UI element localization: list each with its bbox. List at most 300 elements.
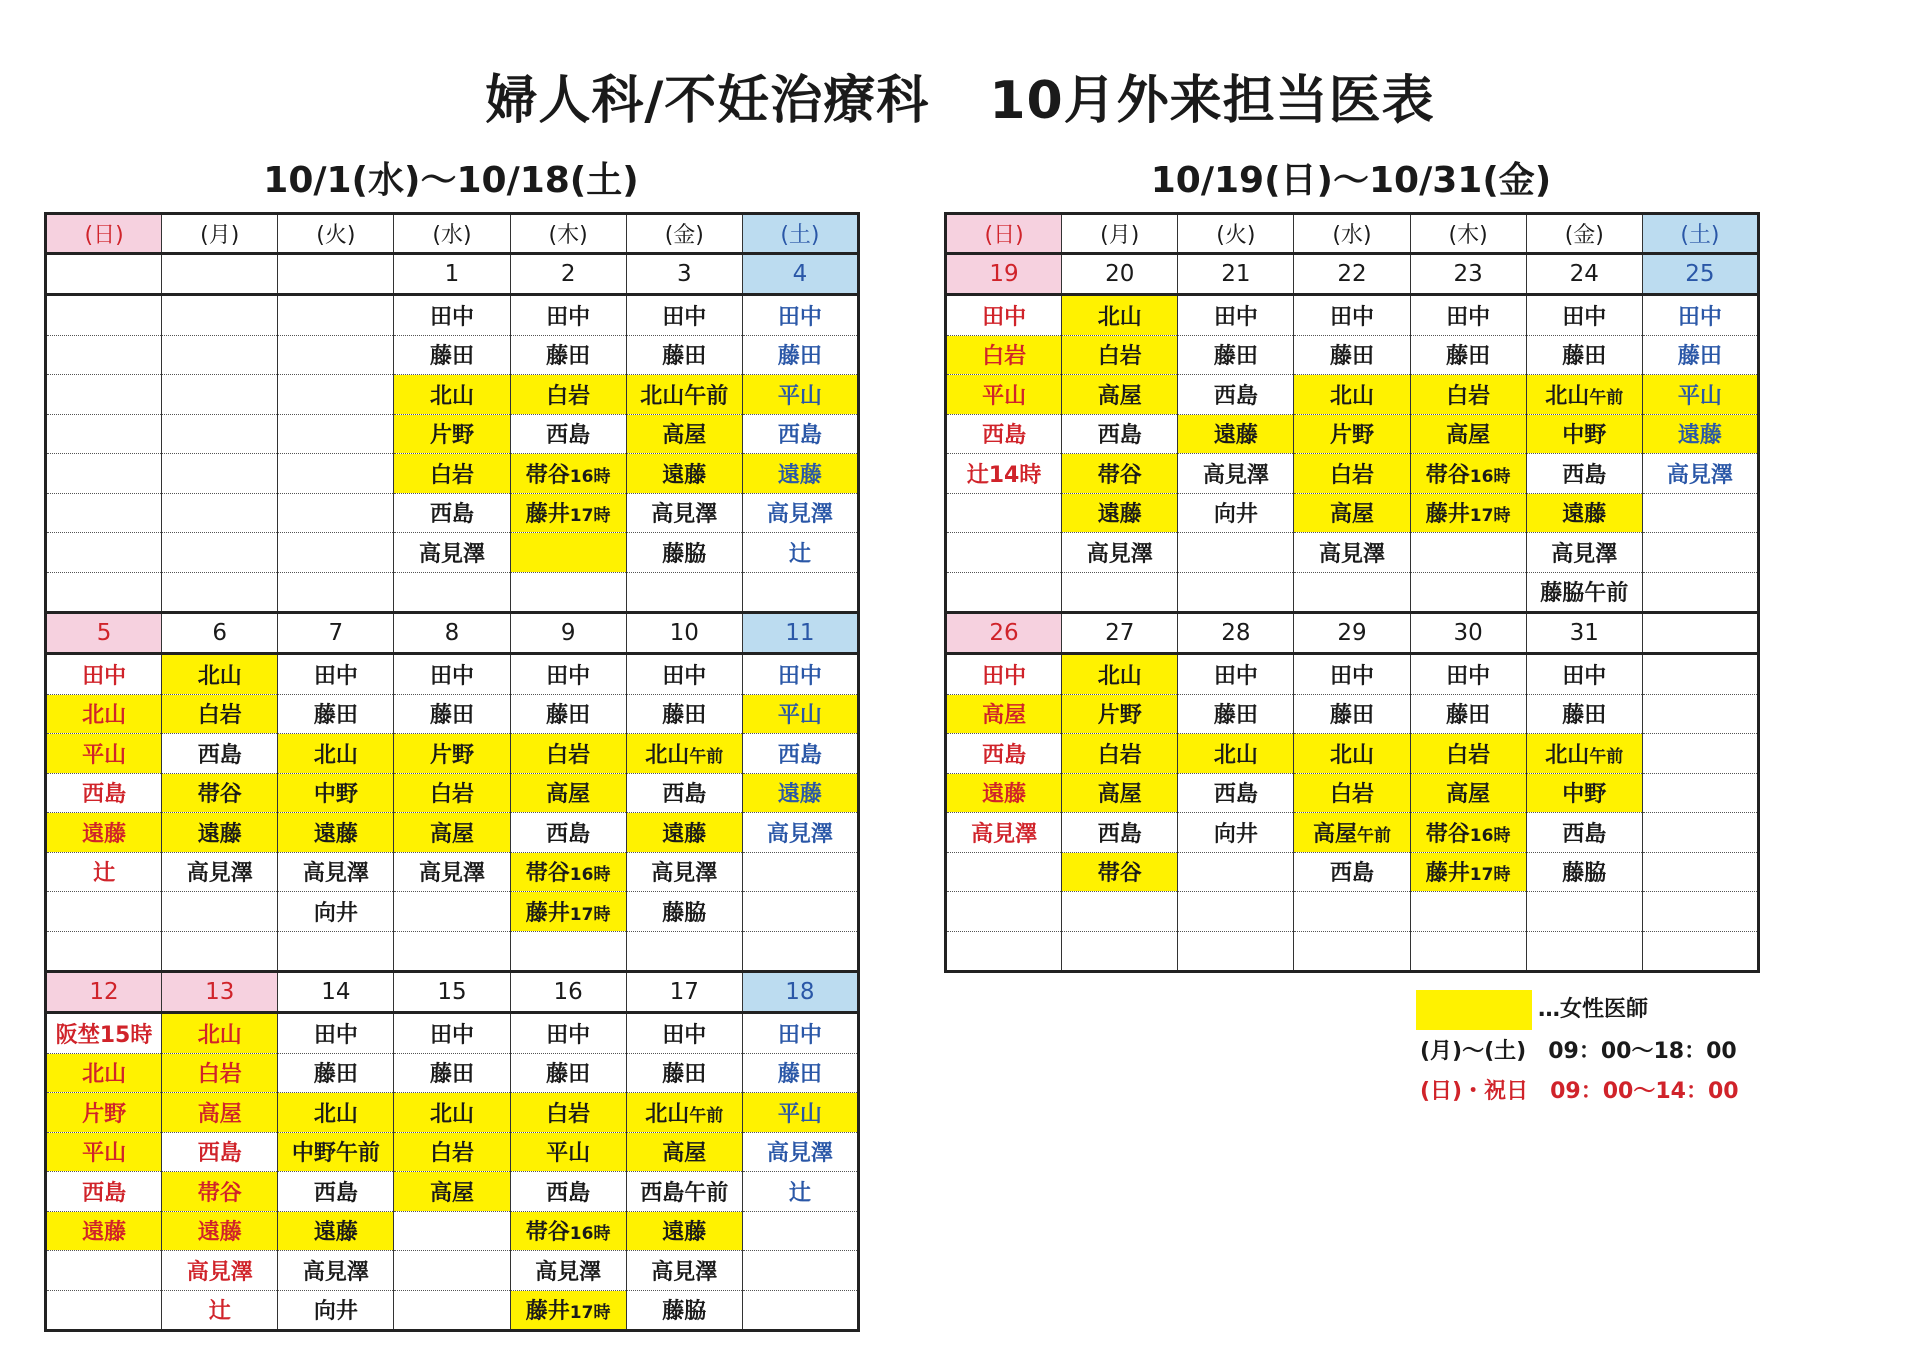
doctor-name: 田中 (546, 1022, 591, 1048)
weekday-header: (日) (46, 214, 162, 254)
date-cell: 16 (510, 972, 626, 1013)
date-cell: 5 (46, 613, 162, 654)
doctor-row (946, 654, 1759, 695)
doctor-cell (394, 454, 510, 494)
doctor-cell (742, 694, 858, 734)
doctor-cell (162, 1290, 278, 1331)
doctor-cell (1294, 892, 1410, 932)
doctor-cell (162, 931, 278, 972)
doctor-cell (1294, 493, 1410, 533)
doctor-name: 向井 (313, 1299, 358, 1325)
doctor-name: 藤田 (777, 344, 822, 370)
doctor-row (46, 454, 859, 494)
doctor-name: 藤田 (1213, 344, 1258, 370)
doctor-name: 西島 (1562, 821, 1607, 847)
doctor-cell (1410, 773, 1526, 813)
doctor-cell (626, 414, 742, 454)
doctor-cell (1062, 493, 1178, 533)
doctor-name: 帯谷 (1425, 462, 1470, 488)
weekday-header: (金) (626, 214, 742, 254)
doctor-cell (162, 1172, 278, 1212)
doctor-name: 藤脇 (662, 900, 707, 926)
doctor-cell (1062, 654, 1178, 695)
doctor-row (46, 295, 859, 336)
doctor-name: 白岩 (429, 462, 474, 488)
doctor-name: 辻14時 (966, 462, 1042, 488)
doctor-name: 遠藤 (662, 462, 707, 488)
doctor-name: 田中 (313, 1022, 358, 1048)
doctor-name: 向井 (313, 900, 358, 926)
doctor-cell (946, 572, 1062, 613)
doctor-name: 白岩 (546, 383, 591, 409)
doctor-cell (278, 533, 394, 573)
doctor-cell (394, 892, 510, 932)
doctor-cell (510, 533, 626, 573)
doctor-name: 西島 (82, 782, 127, 808)
date-row (46, 972, 859, 1013)
doctor-cell (278, 572, 394, 613)
doctor-name: 高屋 (1446, 423, 1491, 449)
doctor-cell (1526, 852, 1642, 892)
doctor-cell (1294, 414, 1410, 454)
doctor-cell (394, 1053, 510, 1093)
doctor-name: 帯谷 (197, 782, 242, 808)
doctor-name: 田中 (1677, 304, 1722, 330)
doctor-name: 藤田 (1329, 344, 1374, 370)
doctor-cell (162, 533, 278, 573)
doctor-name: 西島 (313, 1180, 358, 1206)
doctor-cell (1410, 931, 1526, 972)
doctor-cell (162, 734, 278, 774)
doctor-name: 西島 (429, 502, 474, 528)
doctor-name: 遠藤 (662, 821, 707, 847)
doctor-name: 遠藤 (777, 782, 822, 808)
doctor-cell (46, 734, 162, 774)
doctor-cell (1642, 813, 1758, 853)
doctor-name: 遠藤 (313, 1220, 358, 1246)
doctor-name: 田中 (1329, 663, 1374, 689)
doctor-name: 片野 (429, 423, 474, 449)
doctor-row (946, 572, 1759, 613)
doctor-row (46, 1013, 859, 1054)
date-cell: 8 (394, 613, 510, 654)
doctor-cell (1178, 852, 1294, 892)
doctor-cell (46, 1251, 162, 1291)
doctor-cell (394, 335, 510, 375)
doctor-name: 高屋 (546, 782, 591, 808)
date-cell: 1 (394, 254, 510, 295)
title-department: 婦人科/不妊治療科 (485, 71, 930, 131)
doctor-cell (394, 1013, 510, 1054)
doctor-row (46, 892, 859, 932)
doctor-name: 高屋 (662, 423, 707, 449)
doctor-name: 高見澤 (766, 1141, 833, 1167)
doctor-time-note: 17時 (569, 1303, 611, 1324)
date-cell: 2 (510, 254, 626, 295)
doctor-name: 遠藤 (1213, 423, 1258, 449)
doctor-name: 北山 (197, 663, 242, 689)
doctor-cell (1178, 414, 1294, 454)
doctor-cell (742, 414, 858, 454)
doctor-cell (1526, 654, 1642, 695)
doctor-name: 北山 (645, 742, 690, 768)
doctor-row (46, 813, 859, 853)
doctor-name: 高屋 (1329, 502, 1374, 528)
doctor-cell (742, 931, 858, 972)
doctor-cell (46, 335, 162, 375)
doctor-name: 片野 (1097, 703, 1142, 729)
doctor-name: 白岩 (1329, 462, 1374, 488)
doctor-name: 北山 (82, 703, 127, 729)
doctor-cell (278, 892, 394, 932)
doctor-cell (742, 734, 858, 774)
doctor-cell (46, 533, 162, 573)
doctor-name: 高屋 (197, 1101, 242, 1127)
doctor-cell (510, 931, 626, 972)
doctor-name: 西島 (197, 1141, 242, 1167)
doctor-cell (162, 654, 278, 695)
date-cell (46, 254, 162, 295)
doctor-cell (394, 694, 510, 734)
doctor-time-note: 16時 (569, 1224, 611, 1245)
doctor-name: 平山 (777, 703, 822, 729)
doctor-name: 田中 (662, 1022, 707, 1048)
doctor-name: 田中 (1446, 304, 1491, 330)
doctor-cell (1294, 295, 1410, 336)
weekday-header: (木) (510, 214, 626, 254)
doctor-cell (278, 454, 394, 494)
doctor-cell (162, 295, 278, 336)
doctor-cell (394, 813, 510, 853)
doctor-cell (946, 454, 1062, 494)
doctor-name: 西島 (546, 1180, 591, 1206)
doctor-name: 高見澤 (186, 861, 253, 887)
doctor-name: 北山 (1545, 742, 1590, 768)
doctor-cell (1642, 773, 1758, 813)
doctor-cell (394, 931, 510, 972)
doctor-cell (162, 335, 278, 375)
hours-weekday: (月)〜(土) 09：00〜18：00 (1420, 1039, 1737, 1064)
doctor-cell (46, 1172, 162, 1212)
doctor-row (46, 1251, 859, 1291)
doctor-cell (162, 1013, 278, 1054)
date-cell: 15 (394, 972, 510, 1013)
doctor-cell (1294, 694, 1410, 734)
doctor-name: 藤井 (525, 900, 570, 926)
doctor-cell (510, 773, 626, 813)
doctor-name: 北山 (197, 1022, 242, 1048)
doctor-cell (162, 1053, 278, 1093)
doctor-cell (510, 1251, 626, 1291)
doctor-cell (1294, 813, 1410, 853)
doctor-name: 辻 (208, 1299, 231, 1325)
doctor-name: 高屋 (429, 821, 474, 847)
doctor-name: 西島 (546, 423, 591, 449)
date-cell: 26 (946, 613, 1062, 654)
doctor-name: 帯谷 (525, 462, 570, 488)
doctor-name: 遠藤 (1097, 502, 1142, 528)
doctor-cell (1178, 694, 1294, 734)
doctor-time-note: 17時 (569, 506, 611, 527)
doctor-name: 西島 (1562, 462, 1607, 488)
doctor-row (946, 493, 1759, 533)
doctor-name: 白岩 (546, 742, 591, 768)
doctor-cell (394, 533, 510, 573)
doctor-cell (394, 1290, 510, 1331)
doctor-cell (162, 1093, 278, 1133)
doctor-cell (1178, 295, 1294, 336)
doctor-row (46, 1290, 859, 1331)
doctor-cell (1062, 813, 1178, 853)
doctor-name: 西島 (982, 423, 1027, 449)
doctor-name: 片野 (82, 1101, 127, 1127)
doctor-name: 藤田 (1213, 703, 1258, 729)
doctor-name: 田中 (546, 663, 591, 689)
doctor-cell (742, 654, 858, 695)
doctor-time-note: 午前 (689, 1105, 724, 1126)
doctor-cell (626, 1290, 742, 1331)
doctor-cell (1526, 414, 1642, 454)
date-cell: 20 (1062, 254, 1178, 295)
weekday-header: (日) (946, 214, 1062, 254)
date-cell: 9 (510, 613, 626, 654)
doctor-cell (742, 1053, 858, 1093)
doctor-name: 西島 (1213, 383, 1258, 409)
date-cell: 14 (278, 972, 394, 1013)
doctor-cell (162, 1132, 278, 1172)
doctor-cell (626, 931, 742, 972)
doctor-name: 遠藤 (982, 782, 1027, 808)
doctor-name: 高見澤 (1086, 541, 1153, 567)
doctor-name: 平山 (82, 742, 127, 768)
doctor-time-note: 16時 (1469, 466, 1511, 487)
doctor-row (46, 1132, 859, 1172)
doctor-cell (278, 1290, 394, 1331)
doctor-cell (1178, 533, 1294, 573)
doctor-cell (1062, 335, 1178, 375)
doctor-cell (1526, 694, 1642, 734)
hours-sunday-holiday: (日)・祝日 09：00〜14：00 (1420, 1079, 1739, 1104)
doctor-name: 高屋 (1446, 782, 1491, 808)
doctor-cell (46, 1132, 162, 1172)
doctor-cell (510, 852, 626, 892)
doctor-cell (46, 572, 162, 613)
doctor-time-note: 16時 (1469, 825, 1511, 846)
doctor-row (46, 734, 859, 774)
doctor-name: 向井 (1213, 502, 1258, 528)
doctor-name: 西島 (1097, 423, 1142, 449)
doctor-cell (510, 654, 626, 695)
date-cell: 7 (278, 613, 394, 654)
doctor-cell (1178, 654, 1294, 695)
doctor-cell (1178, 375, 1294, 415)
weekday-header: (木) (1410, 214, 1526, 254)
doctor-cell (278, 375, 394, 415)
doctor-name: 高屋 (662, 1141, 707, 1167)
doctor-cell (742, 1211, 858, 1251)
doctor-cell (1062, 533, 1178, 573)
doctor-name: 平山 (982, 383, 1027, 409)
date-cell: 3 (626, 254, 742, 295)
doctor-cell (510, 1013, 626, 1054)
doctor-cell (162, 414, 278, 454)
doctor-cell (626, 1251, 742, 1291)
doctor-cell (394, 414, 510, 454)
doctor-name: 藤井 (525, 502, 570, 528)
doctor-cell (46, 1290, 162, 1331)
doctor-name: 田中 (429, 663, 474, 689)
page-title (0, 58, 1920, 133)
doctor-time-note: 17時 (569, 904, 611, 925)
doctor-name: 帯谷 (525, 1220, 570, 1246)
date-cell: 17 (626, 972, 742, 1013)
doctor-name: 西島 (197, 742, 242, 768)
doctor-cell (278, 654, 394, 695)
doctor-cell (626, 1013, 742, 1054)
doctor-row (946, 773, 1759, 813)
doctor-cell (1642, 414, 1758, 454)
doctor-name: 西島 (1329, 861, 1374, 887)
doctor-cell (162, 892, 278, 932)
doctor-name: 阪埜15時 (55, 1022, 153, 1048)
doctor-cell (510, 1290, 626, 1331)
legend-female-doctor: …女性医師 (1538, 997, 1649, 1022)
doctor-cell (510, 1132, 626, 1172)
doctor-name: 藤田 (546, 344, 591, 370)
doctor-name: 高見澤 (186, 1259, 253, 1285)
doctor-cell (1410, 414, 1526, 454)
doctor-cell (46, 1093, 162, 1133)
date-row (46, 613, 859, 654)
doctor-name: 高見澤 (1318, 541, 1385, 567)
doctor-name: 白岩 (197, 703, 242, 729)
doctor-cell (162, 773, 278, 813)
doctor-name: 遠藤 (1562, 502, 1607, 528)
doctor-cell (1178, 813, 1294, 853)
doctor-row (946, 533, 1759, 573)
doctor-name: 中野午前 (291, 1141, 380, 1167)
doctor-cell (394, 493, 510, 533)
doctor-name: 田中 (1213, 663, 1258, 689)
doctor-name: 西島午前 (640, 1180, 729, 1206)
doctor-name: 藤田 (777, 1062, 822, 1088)
doctor-name: 片野 (1329, 423, 1374, 449)
doctor-name: 田中 (777, 663, 822, 689)
doctor-cell (1062, 931, 1178, 972)
doctor-cell (946, 654, 1062, 695)
weekday-header: (水) (394, 214, 510, 254)
doctor-cell (278, 414, 394, 454)
doctor-name: 藤脇 (1562, 861, 1607, 887)
doctor-cell (46, 493, 162, 533)
legend-highlight-swatch (1416, 990, 1532, 1030)
date-cell: 23 (1410, 254, 1526, 295)
doctor-name: 高見澤 (651, 502, 718, 528)
doctor-name: 田中 (1562, 663, 1607, 689)
doctor-name: 高見澤 (302, 1259, 369, 1285)
doctor-cell (394, 1093, 510, 1133)
date-cell: 10 (626, 613, 742, 654)
doctor-cell (162, 493, 278, 533)
doctor-cell (1410, 694, 1526, 734)
doctor-cell (1642, 654, 1758, 695)
weekday-header: (火) (1178, 214, 1294, 254)
doctor-name: 藤田 (429, 1062, 474, 1088)
doctor-name: 白岩 (546, 1101, 591, 1127)
doctor-cell (1526, 572, 1642, 613)
doctor-cell (626, 335, 742, 375)
doctor-cell (278, 335, 394, 375)
doctor-cell (1178, 773, 1294, 813)
doctor-name: 高見澤 (1551, 541, 1618, 567)
doctor-name: 平山 (82, 1141, 127, 1167)
doctor-row (46, 493, 859, 533)
doctor-cell (1526, 931, 1642, 972)
doctor-cell (46, 813, 162, 853)
weekday-header: (土) (742, 214, 858, 254)
doctor-name: 藤田 (546, 1062, 591, 1088)
doctor-cell (1526, 773, 1642, 813)
doctor-cell (278, 773, 394, 813)
doctor-cell (510, 454, 626, 494)
doctor-name: 平山 (546, 1141, 591, 1167)
doctor-name: 高見澤 (651, 861, 718, 887)
doctor-name: 北山 (313, 742, 358, 768)
doctor-cell (742, 852, 858, 892)
doctor-name: 北山 (1097, 663, 1142, 689)
doctor-name: 田中 (82, 663, 127, 689)
doctor-name: 田中 (429, 304, 474, 330)
doctor-row (946, 852, 1759, 892)
doctor-cell (162, 454, 278, 494)
date-cell: 28 (1178, 613, 1294, 654)
doctor-cell (46, 694, 162, 734)
doctor-cell (1062, 572, 1178, 613)
doctor-cell (1294, 734, 1410, 774)
doctor-cell (742, 813, 858, 853)
doctor-name: 藤田 (546, 703, 591, 729)
doctor-cell (394, 1172, 510, 1212)
doctor-name: 帯谷 (525, 861, 570, 887)
doctor-cell (1526, 892, 1642, 932)
doctor-cell (46, 414, 162, 454)
doctor-cell (626, 852, 742, 892)
doctor-cell (1294, 533, 1410, 573)
doctor-name: 北山 (1213, 742, 1258, 768)
doctor-cell (742, 533, 858, 573)
doctor-name: 北山 (645, 1101, 690, 1127)
doctor-time-note: 17時 (1469, 865, 1511, 886)
doctor-row (46, 1211, 859, 1251)
doctor-name: 帯谷 (197, 1180, 242, 1206)
doctor-name: 田中 (1213, 304, 1258, 330)
doctor-row (946, 414, 1759, 454)
doctor-name: 田中 (662, 304, 707, 330)
doctor-cell (946, 295, 1062, 336)
doctor-row (46, 572, 859, 613)
doctor-cell (742, 375, 858, 415)
doctor-name: 帯谷 (1425, 821, 1470, 847)
doctor-name: 藤田 (313, 1062, 358, 1088)
date-row (46, 254, 859, 295)
doctor-cell (394, 572, 510, 613)
doctor-name: 向井 (1213, 821, 1258, 847)
doctor-name: 遠藤 (82, 1220, 127, 1246)
doctor-cell (278, 813, 394, 853)
doctor-name: 高屋 (982, 703, 1027, 729)
doctor-name: 高屋 (429, 1180, 474, 1206)
doctor-cell (626, 813, 742, 853)
